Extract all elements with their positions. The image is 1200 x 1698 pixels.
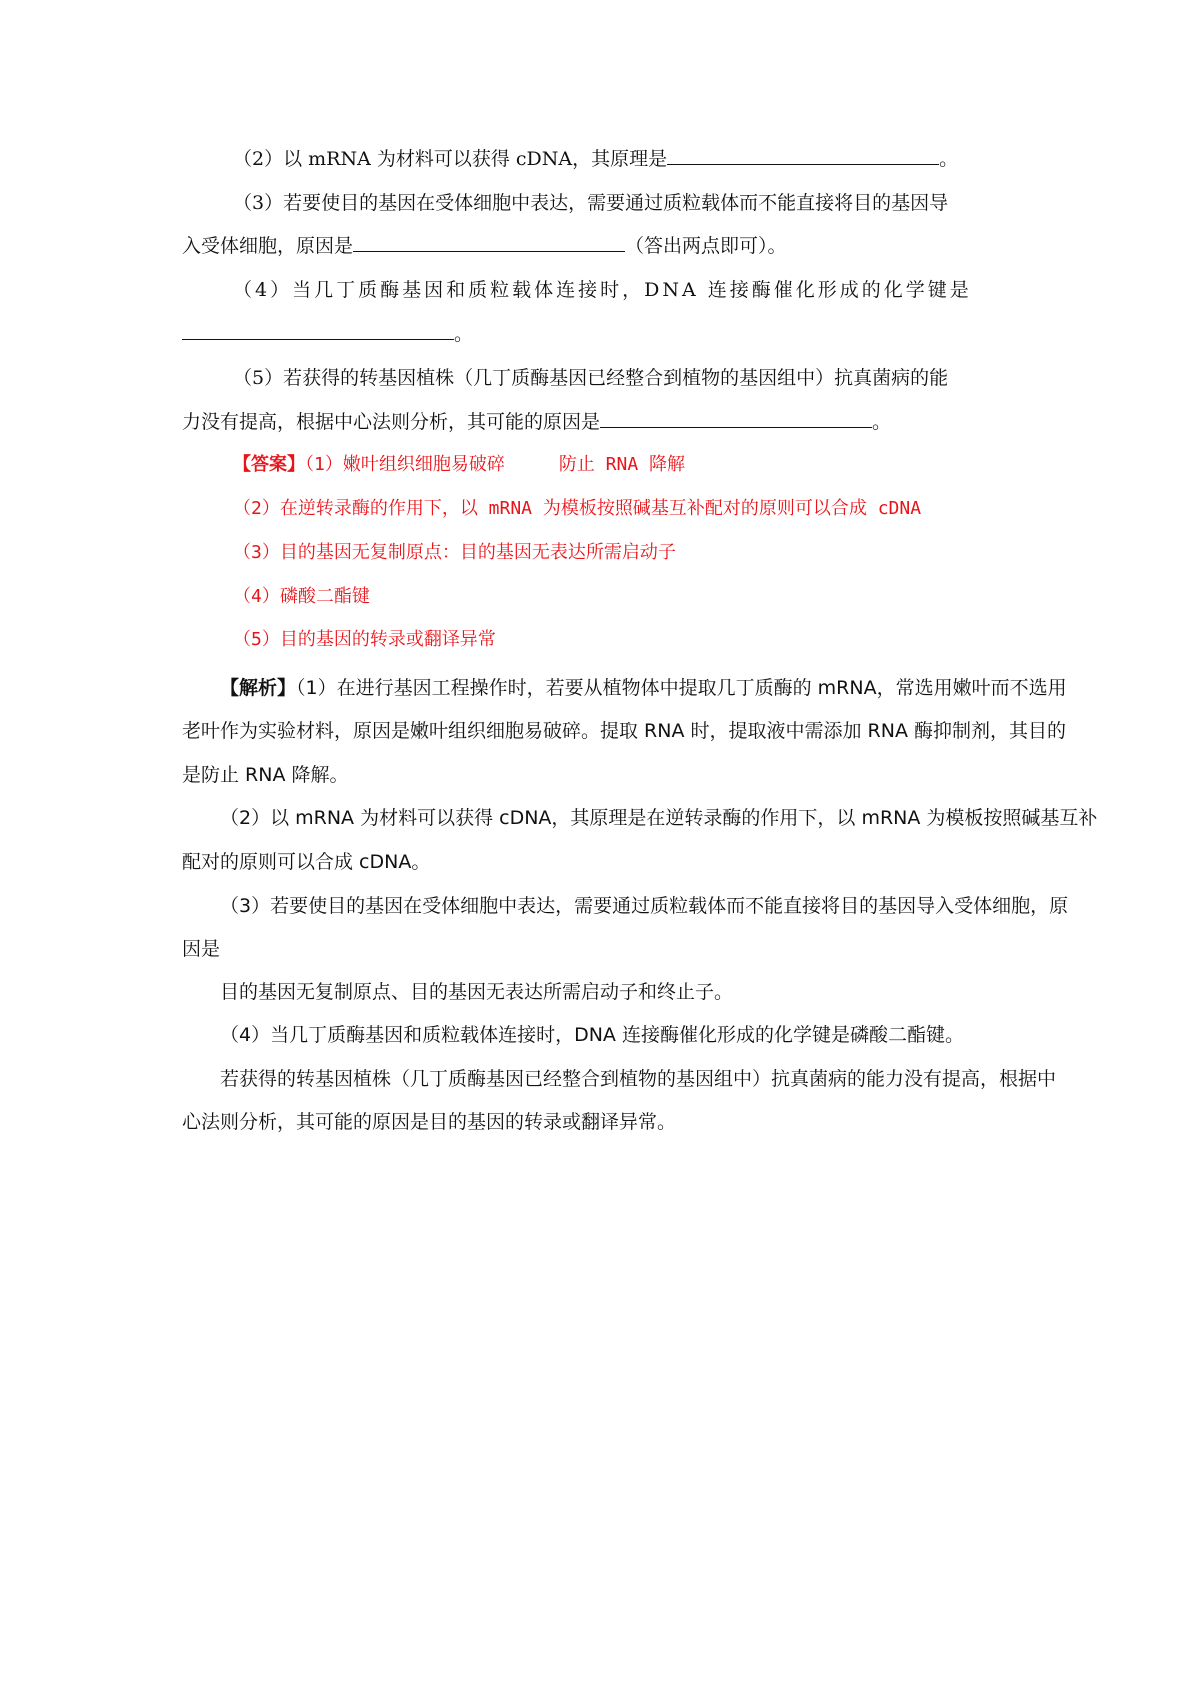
- analysis-p1-line-1-text: （1）在进行基因工程操作时，若要从植物体中提取几丁质酶的 mRNA，常选用嫩叶而不选用: [296, 677, 1067, 699]
- question-4-line-2-end: 。: [454, 323, 474, 345]
- analysis-p3-line-3: 目的基因无复制原点、目的基因无表达所需启动子和终止子。: [220, 981, 734, 1003]
- answer-4: （4）磷酸二酯键: [233, 586, 370, 607]
- question-4-line-1: （4）当几丁质酶基因和质粒载体连接时，DNA 连接酶催化形成的化学键是: [233, 279, 972, 301]
- answer-blank: [182, 321, 454, 340]
- question-4-line-2: [182, 321, 473, 347]
- question-3-line-2: [182, 233, 787, 259]
- answer-2: （2）在逆转录酶的作用下，以 mRNA 为模板按照碱基互补配对的原则可以合成 cDNA: [233, 498, 922, 519]
- question-2-text: （2）以 mRNA 为材料可以获得 cDNA，其原理是: [233, 148, 668, 170]
- question-5-line-2: [182, 409, 891, 435]
- question-5-line-2-end: 。: [872, 411, 892, 433]
- question-3-line-2-end: （答出两点即可）。: [625, 235, 787, 257]
- answer-5: （5）目的基因的转录或翻译异常: [233, 629, 496, 650]
- analysis-p4-line-1: （4）当几丁质酶基因和质粒载体连接时，DNA 连接酶催化形成的化学键是磷酸二酯键。: [220, 1024, 964, 1046]
- analysis-p5-line-2: 心法则分析，其可能的原因是目的基因的转录或翻译异常。: [182, 1111, 677, 1133]
- analysis-p3-line-2: 因是: [182, 938, 221, 960]
- analysis-p5-line-1: 若获得的转基因植株（几丁质酶基因已经整合到植物的基因组中）抗真菌病的能力没有提高，根据中: [220, 1068, 1057, 1090]
- answer-1: [233, 452, 685, 478]
- analysis-p1-line-2: 老叶作为实验材料，原因是嫩叶组织细胞易破碎。提取 RNA 时，提取液中需添加 RNA 酶抑制剂，其目的: [182, 720, 1066, 742]
- question-5-line-2-start: 力没有提高，根据中心法则分析，其可能的原因是: [182, 411, 601, 433]
- analysis-p3-line-1: （3）若要使目的基因在受体细胞中表达，需要通过质粒载体而不能直接将目的基因导入受体细胞，原: [220, 895, 1069, 917]
- answer-1-part-2: 防止 RNA 降解: [558, 454, 686, 475]
- answer-blank: [667, 146, 939, 165]
- analysis-p2-line-1: （2）以 mRNA 为材料可以获得 cDNA，其原理是在逆转录酶的作用下，以 mRNA 为模板按照碱基互补: [220, 807, 1098, 829]
- analysis-p1-line-1: [220, 675, 1067, 701]
- analysis-label: 【解析】: [220, 677, 297, 699]
- answer-1-part-1: （1）嫩叶组织细胞易破碎: [305, 454, 505, 475]
- question-5-line-1: （5）若获得的转基因植株（几丁质酶基因已经整合到植物的基因组中）抗真菌病的能: [233, 367, 949, 389]
- answer-blank: [600, 409, 872, 428]
- answer-3: （3）目的基因无复制原点：目的基因无表达所需启动子: [233, 542, 676, 563]
- answer-label: 【答案】: [233, 454, 305, 475]
- analysis-p2-line-2: 配对的原则可以合成 cDNA。: [182, 851, 431, 873]
- question-2-end: 。: [939, 148, 959, 170]
- question-2: [233, 146, 958, 172]
- question-3-line-1: （3）若要使目的基因在受体细胞中表达，需要通过质粒载体而不能直接将目的基因导: [233, 192, 949, 214]
- answer-blank: [353, 233, 625, 252]
- analysis-p1-line-3: 是防止 RNA 降解。: [182, 764, 349, 786]
- question-3-line-2-start: 入受体细胞，原因是: [182, 235, 354, 257]
